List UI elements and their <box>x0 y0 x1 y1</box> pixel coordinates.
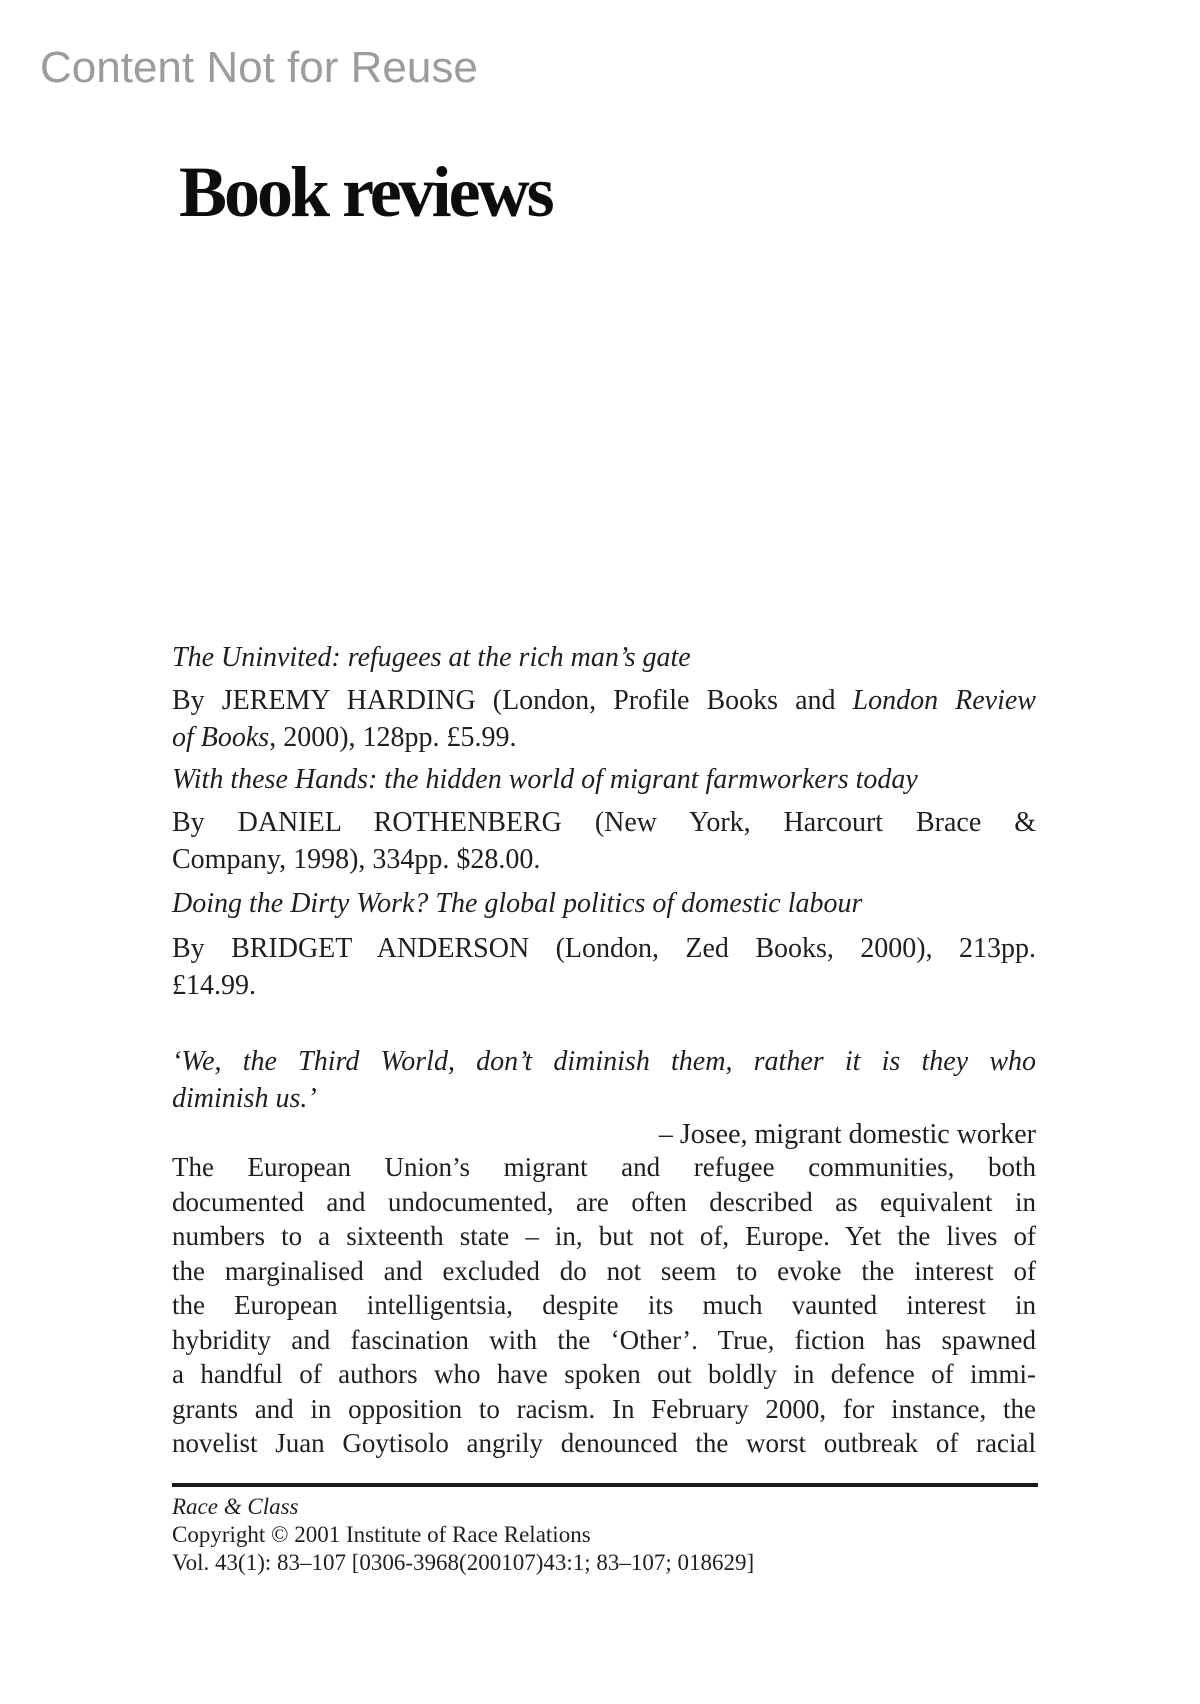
footer-journal-name: Race & Class <box>172 1494 299 1519</box>
text-line: the marginalised and excluded do not seem to evoke the interest of <box>172 1255 1036 1286</box>
text-line: By DANIEL ROTHENBERG (New York, Harcourt Brace & <box>172 807 1036 838</box>
watermark-text: Content Not for Reuse <box>40 43 478 92</box>
text-line: By BRIDGET ANDERSON (London, Zed Books, 2000), 213pp. <box>172 933 1036 964</box>
book-title-anderson: Doing the Dirty Work? The global politics of domestic labour <box>172 888 863 919</box>
text-line: diminish us.’ <box>172 1083 317 1114</box>
footer-copyright: Copyright © 2001 Institute of Race Relations <box>172 1522 591 1547</box>
book-citation-anderson <box>172 930 1036 1004</box>
text-line: documented and undocumented, are often described as equivalent in <box>172 1186 1036 1217</box>
text-line: the European intelligentsia, despite its much vaunted interest in <box>172 1290 1036 1320</box>
epigraph-quote <box>172 1043 1036 1117</box>
epigraph-attribution: – Josee, migrant domestic worker <box>658 1119 1036 1150</box>
text-line: ‘We, the Third World, don’t diminish them, rather it is they who <box>172 1046 1036 1077</box>
body-paragraph <box>172 1150 1036 1461</box>
text-line: By JEREMY HARDING (London, Profile Books and London Review <box>172 685 1036 716</box>
text-line: numbers to a sixteenth state – in, but not of, Europe. Yet the lives of <box>172 1221 1036 1251</box>
text-line: hybridity and fascination with the ‘Other’. True, fiction has spawned <box>172 1324 1036 1355</box>
text-line: novelist Juan Goytisolo angrily denounced the worst outbreak of racial <box>172 1428 1036 1458</box>
text-line: of Books, 2000), 128pp. £5.99. <box>172 722 517 753</box>
book-citation-harding <box>172 682 1036 756</box>
page-title: Book reviews <box>179 152 552 232</box>
footer-rule <box>172 1483 1038 1487</box>
book-citation-rothenberg <box>172 804 1036 878</box>
footer-volume-info: Vol. 43(1): 83–107 [0306-3968(200107)43:1; 83–107; 018629] <box>172 1550 755 1575</box>
text-line: The European Union’s migrant and refugee communities, both <box>172 1152 1036 1182</box>
book-title-rothenberg: With these Hands: the hidden world of migrant farmworkers today <box>172 764 918 795</box>
text-line: Company, 1998), 334pp. $28.00. <box>172 844 541 875</box>
text-line: £14.99. <box>172 970 256 1001</box>
book-title-harding: The Uninvited: refugees at the rich man’s gate <box>172 642 691 673</box>
text-line: a handful of authors who have spoken out boldly in defence of immi- <box>172 1359 1036 1389</box>
text-line: grants and in opposition to racism. In February 2000, for instance, the <box>172 1393 1036 1424</box>
